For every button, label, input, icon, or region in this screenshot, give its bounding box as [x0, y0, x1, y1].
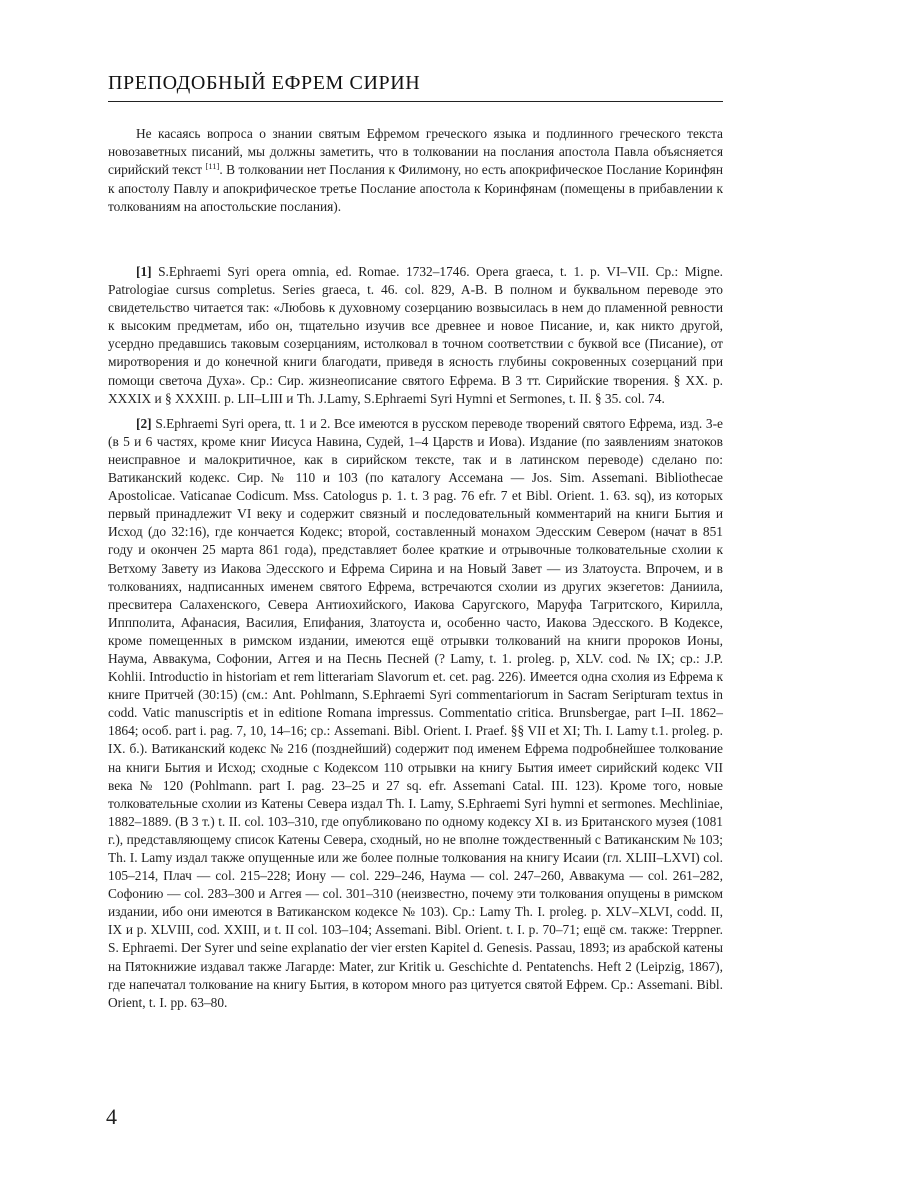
- main-paragraph: [108, 125, 723, 216]
- running-head-title: ПРЕПОДОБНЫЙ ЕФРЕМ СИРИН: [108, 72, 723, 102]
- footnote-2-text: S.Ephraemi Syri opera, tt. 1 и 2. Все имеются в русском переводе творений святого Ефрема, изд. 3-е (в 5 и 6 частях, кроме книг Иисуса Навина, Судей, 1–4 Царств и Иова). Издание (по заявлениям знатоков неисправное и малокритичное, как в сирийском тексте, так и в латинском переводе) сделано по: Ватиканский кодекс. Сир. № 110 и 103 (по каталогу Ассемана — Jos. Sim. Assemani. Bibliothecae Apostolicae. Vaticanae Codicum. Mss. Catologus p. 1. t. 3 pag. 76 efr. 7 et Bibl. Orient. 1. 63. sq), из которых первый принадлежит VI веку и содержит связный и последовательный комментарий на книги Бытия и Исход (до 32:16), где кончается Кодекс; второй, составленный монахом Эдесским Севером (начат в 851 году и окончен 25 марта 861 года), представляет более краткие и отрывочные толковательные схолии к Ветхому Завету из Иакова Эдесского и Ефрема Сирина и на Новый Завет — из Златоуста. Впрочем, и в толкованиях, надписанных именем святого Ефрема, встречаются схолии из других экзегетов: Даниила, пресвитера Салахенского, Севера Антиохийского, Иакова Саругского, Маруфа Тагритского, Кирилла, Иппполита, Афанасия, Василия, Епифания, Златоуста и, особенно часто, Иакова Эдесского. В Кодексе, кроме помещенных в римском издании, имеются ещё отрывки толкований на книги пророков Ионы, Наума, Аввакума, Софонии, Аггея и на Песнь Песней (? Lamy, t. 1. proleg. p, XLV. cod. № IX; ср.: J.P. Kohlii. Introductio in historiam et rem litterariam Slavorum et. cet. pag. 226). Имеется одна схолия из Ефрема к книге Притчей (30:15) (см.: Ant. Pohlmann, S.Ephraemi Syri commentariorum in Sacram Seripturam textus in codd. Vatic manuscriptis et in editione Romana impressus. Commentatio critica. Brunsbergae, part I–II. 1862–1864; особ. part i. pag. 7, 10, 14–16; ср.: Assemani. Bibl. Orient. I. Praef. §§ VII et XI; Th. I. Lamy t.1. proleg. p. IX. б.). Ватиканский кодекс № 216 (позднейший) содержит под именем Ефрема подробнейшее толкование на книги Бытия и Исход; сходные с Кодексом 110 отрывки на книгу Бытия имеет сирийский кодекс VII века № 120 (Pohlmann. part I. pag. 23–25 и 27 sq. efr. Assemani Catal. III. 123). Кроме того, новые толковательные схолии из Катены Севера издал Th. I. Lamy, S.Ephraemi Syri hymni et sermones. Mechliniae, 1882–1889. (В 3 т.) t. II. col. 103–310, где опубликовано по одному кодексу XI в. из Британского музея (1081 г.), представляющему список Катены Севера, сходный, но не вполне тождественный с Ватиканским № 103; Th. I. Lamy издал также опущенные или же более полные толкования на книгу Исаии (гл. XLIII–LXVI) col. 105–214, Плач — col. 215–228; Иону — col. 229–246, Наума — col. 247–260, Аввакума — col. 261–282, Софонию — col. 283–300 и Аггея — col. 301–310 (неизвестно, почему эти толкования опущены в римском издании, ибо они имеются в Ватиканском кодексе № 103). Ср.: Lamy Th. I. proleg. p. XLV–XLVI, codd. II, IX и p. XLVIII, cod. XXIII, и t. II col. 103–104; Assemani. Bibl. Orient. t. I. p. 70–71; ещё см. также: Treppner. S. Ephraemi. Der Syrer und seine explanatio der vier ersten Kapitel d. Genesis. Passau, 1893; из арабской катены на Пятокнижие издавал также Лагарде: Mater, zur Kritik u. Geschichte d. Pentatenchs. Heft 2 (Leipzig, 1867), где напечатал толкование на книгу Бытия, в котором много раз цитуется святой Ефрем. Ср.: Assemani. Bibl. Orient, t. I. pp. 63–80.: [108, 415, 723, 1010]
- footnote-2: [108, 415, 723, 1012]
- main-paragraph-text-start: Не касаясь вопроса о знании святым Ефремом греческого языка и подлинного греческого текста новозаветных писаний, мы должны заметить, что в толковании на послания апостола Павла объясняется сирийский текст: [108, 126, 723, 178]
- page-number: 4: [106, 1104, 117, 1129]
- footnote-1: [108, 263, 723, 408]
- main-paragraph-text-end: . В толковании нет Послания к Филимону, но есть апокрифическое Послание Коринфян к апостолу Павлу и апокрифическое третье Послание апостола к Коринфянам (помещены в прибавлении к толкованиям на апостольские послания).: [108, 162, 723, 214]
- footnotes-section: [108, 263, 723, 1019]
- footnote-1-number: [1]: [136, 264, 152, 279]
- footnote-reference[interactable]: [11]: [205, 161, 220, 172]
- footnote-1-text: S.Ephraemi Syri opera omnia, ed. Romae. 1732–1746. Opera graeca, t. 1. p. VI–VII. Ср.: Migne. Patrologiae cursus completus. Series graeca, t. 46. col. 829, A-B. В полном и буквальном переводе это свидетельство читается так: «Любовь к духовному созерцанию возвысилась в нем до пламенной ревности к высоким предметам, ибо он, тщательно изучив все древнее и новое Писание, и, как никто другой, усердно предавшись таковым созерцаниям, истолковал в точном соответствии с буквой все (Писание), от миротворения и до конечной книги благодати, приведя в ясность глубины сокровенных созерцаний при помощи светоча Духа». Ср.: Сир. жизнеописание святого Ефрема. В 3 тт. Сирийские творения. § XX. p. XXXIX и § XXXIII. p. LII–LIII и Th. J.Lamy, S.Ephraemi Syri Hymni et Sermones, t. II. § 35. col. 74.: [108, 264, 723, 406]
- footnote-2-number: [2]: [136, 415, 152, 431]
